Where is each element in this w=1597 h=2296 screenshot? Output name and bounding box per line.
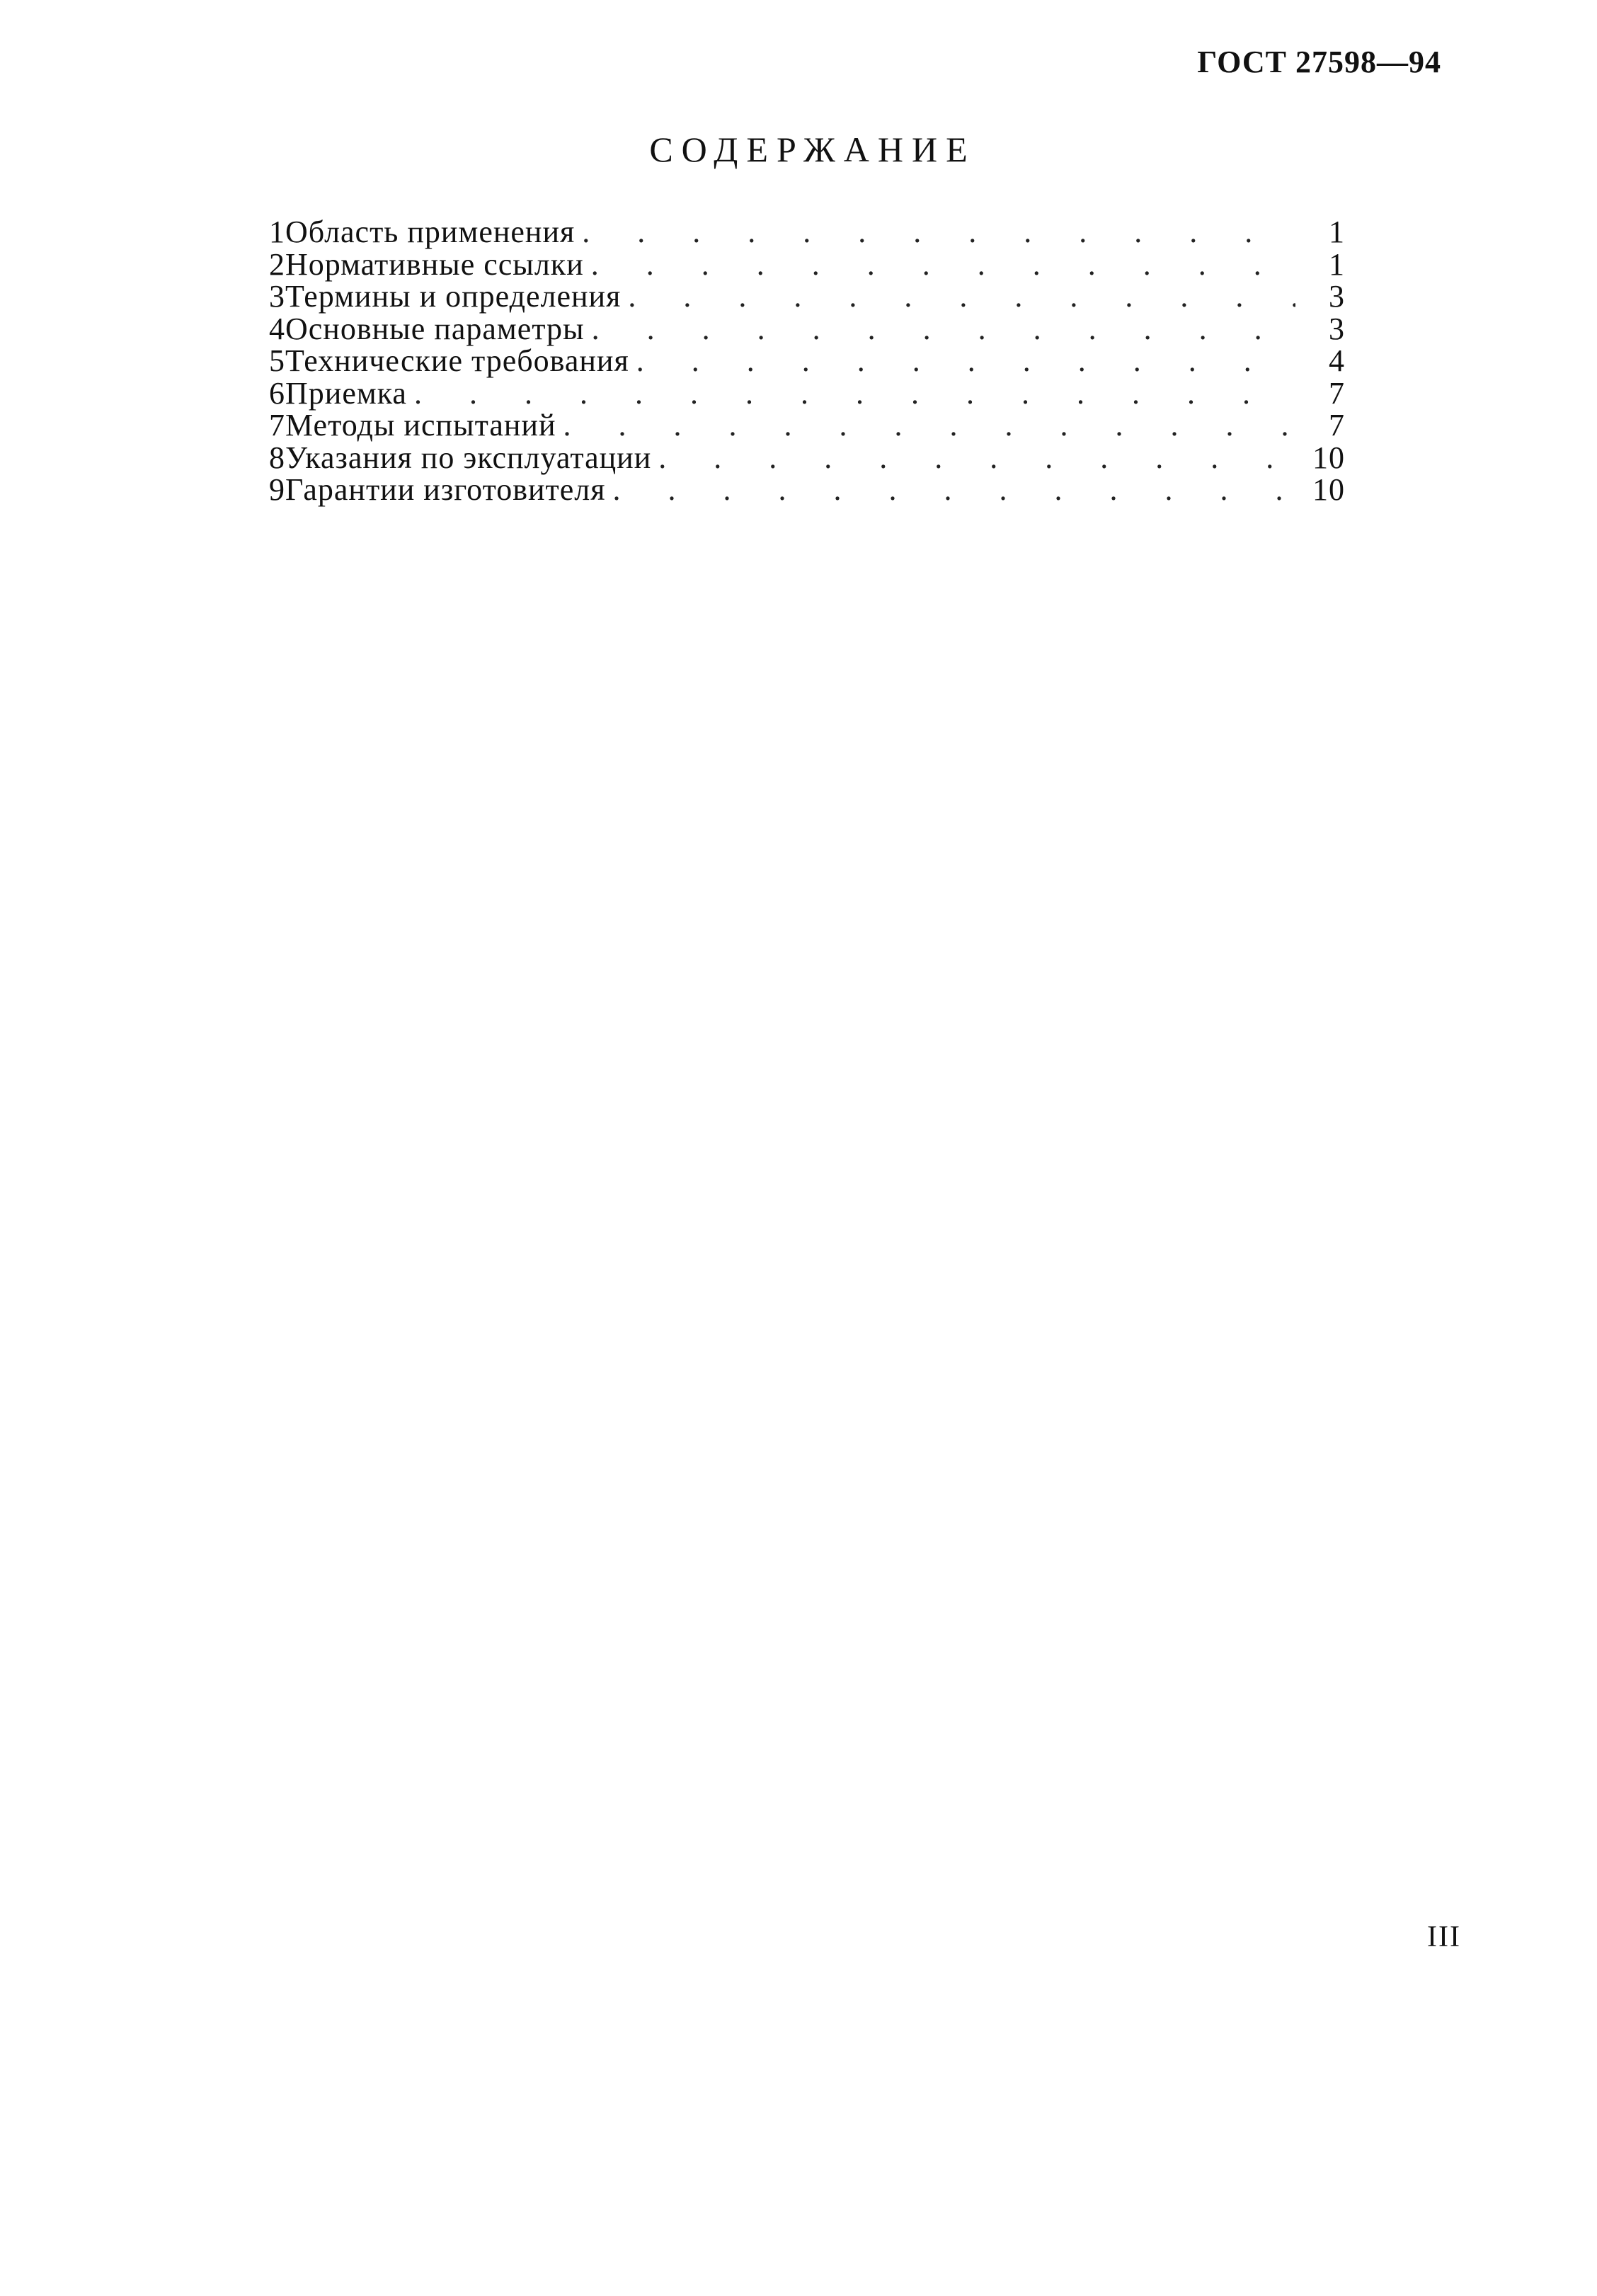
toc-item-page: 4: [1329, 343, 1345, 378]
toc-item-number: 3: [269, 279, 285, 314]
toc-item-number: 1: [269, 215, 285, 249]
toc-item-number: 5: [269, 343, 285, 378]
toc-item[interactable]: [269, 345, 1345, 377]
toc-item-label: Указания по эксплуатации: [285, 440, 652, 475]
toc-item-label: Методы испытаний: [285, 408, 556, 442]
dot-leader: [582, 216, 1295, 249]
toc-item-page: 7: [1329, 408, 1345, 442]
toc-item[interactable]: [269, 409, 1345, 442]
dot-leader: [563, 409, 1295, 442]
toc-item-label: Нормативные ссылки: [285, 246, 584, 282]
toc-item-page: 3: [1329, 311, 1345, 346]
toc-item-number: 4: [269, 311, 285, 346]
dot-leader: [414, 377, 1295, 410]
toc-item-label: Технические требования: [285, 343, 629, 378]
toc-item-page: 1: [1329, 246, 1345, 282]
toc-item-label: Основные параметры: [285, 311, 585, 346]
toc-item[interactable]: [269, 216, 1345, 249]
toc-item-number: 7: [269, 408, 285, 442]
toc-item-page: 3: [1329, 279, 1345, 314]
document-code: ГОСТ 27598—94: [1197, 45, 1441, 79]
toc-item-page: 1: [1329, 215, 1345, 249]
toc-item-number: 9: [269, 472, 285, 507]
table-of-contents: [269, 216, 1345, 506]
toc-item[interactable]: [269, 474, 1345, 506]
toc-item[interactable]: [269, 313, 1345, 345]
page-number: III: [1427, 1921, 1461, 1953]
dot-leader: [628, 280, 1295, 313]
toc-item[interactable]: [269, 377, 1345, 410]
toc-item-number: 8: [269, 440, 285, 475]
dot-leader: [636, 345, 1295, 377]
toc-title: СОДЕРЖАНИЕ: [649, 130, 976, 169]
toc-item-page: 7: [1329, 375, 1345, 411]
toc-item-page: 10: [1312, 472, 1345, 507]
toc-item-label: Приемка: [285, 375, 407, 411]
dot-leader: [658, 442, 1295, 474]
toc-item-label: Термины и определения: [285, 279, 622, 314]
toc-item-page: 10: [1312, 440, 1345, 475]
toc-item-label: Гарантии изготовителя: [285, 472, 606, 507]
dot-leader: [592, 313, 1295, 345]
toc-item[interactable]: [269, 246, 1345, 282]
toc-item-number: 2: [269, 246, 285, 282]
toc-item[interactable]: [269, 280, 1345, 313]
dot-leader: [613, 474, 1296, 506]
toc-item-number: 6: [269, 375, 285, 411]
dot-leader: [591, 249, 1295, 281]
toc-item-label: Область применения: [285, 215, 576, 249]
toc-item[interactable]: [269, 442, 1345, 474]
